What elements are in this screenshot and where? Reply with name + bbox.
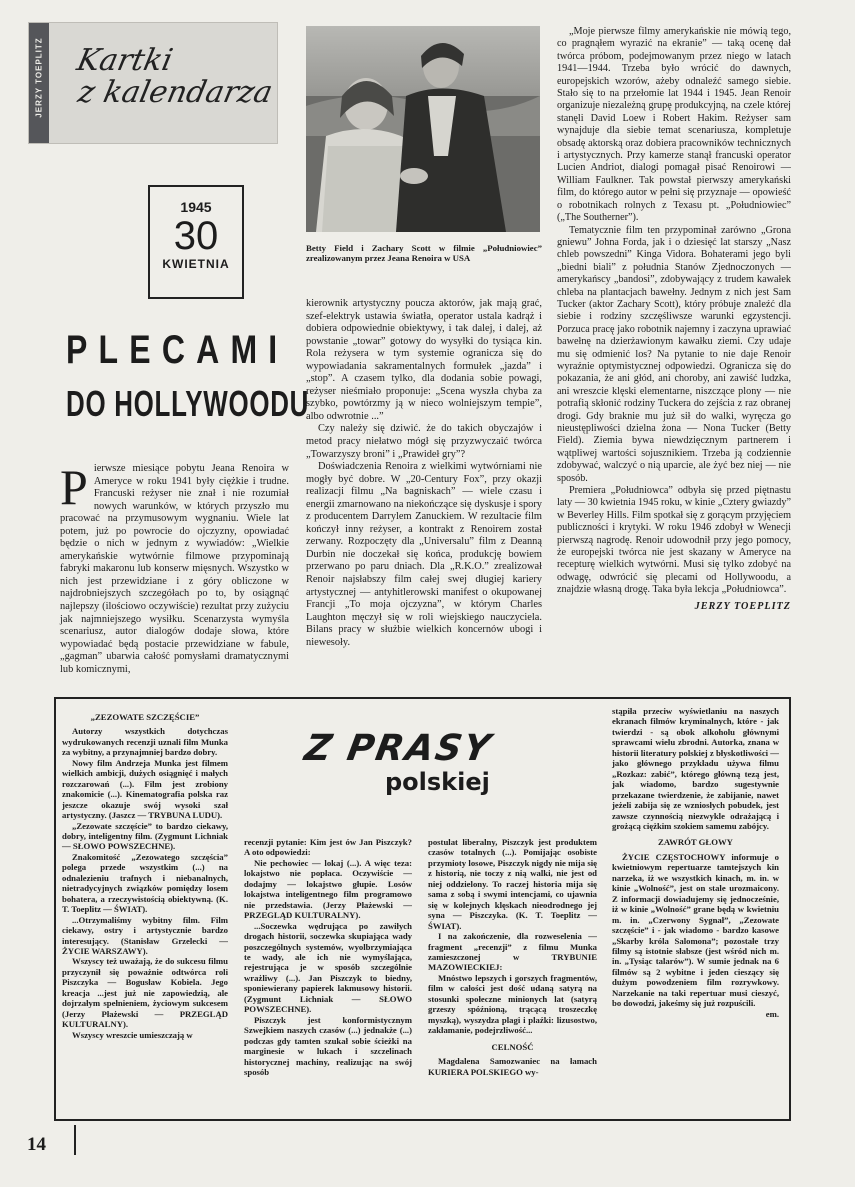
- press-signature: em.: [765, 1008, 779, 1019]
- film-still-illustration: [306, 26, 540, 232]
- press-column-2: recenzji pytanie: Kim jest ów Jan Piszczyk? A oto odpowiedzi: Nie pechowiec — lokaj (...). A więc teza: lokajstwo nie popłaca. Oczywiście — dodajmy — lokajstwo głupie. Losów lokajstwa inteligentnego film programowo nie przedstawia. (Jerzy Płażewski — PRZEGLĄD KULTURALNY). ...Soczewka wędrująca po zawiłych drogach historii, soczewka skupiająca wady poszczególnych systemów, wyolbrzymiająca te wady, ale ich nie wymyślająca, rejestrująca je w sposób szczególnie wrażliwy (...). Jan Piszczyk to biedny, sponiewierany papierek lakmusowy historii. (Zygmunt Lichniak — SŁOWO POWSZECHNE). Piszczyk jest konformistycznym Szwejkiem naszych czasów (...) jednakże (...) podczas gdy tamten szukał sobie ścieżki na marginesie w lukach i szczelinach historycznej machiny, realizując na swój sposób: [244, 837, 412, 1077]
- date-month: KWIETNIA: [162, 257, 230, 271]
- logo-line1: Z PRASY: [301, 728, 496, 769]
- press-column-4: stąpiła przeciw wyświetlaniu na naszych ekranach filmów kryminalnych, które - jak twierdzi - są obok alkoholu głównymi sprawcami wielu zbrodni. Autorka, znana w historii literatury polskiej z błyskotliwości — jako głównego przykładu używa filmu „Rozkaz: zabić”, którego główną tezą jest, jak wiadomo, bardzo sugestywnie przekazane twierdzenie, że zabijanie, nawet jeżeli zabija się ze wzniosłych pobudek, jest zawsze czynnością niezwykle odrażającą i grożącą ciężkim szokiem samemu zabójcy. ZAWRÓT GŁOWY ŻYCIE CZĘSTOCHOWY informuje o kwietniowym repertuarze tamtejszych kin narzeka, iż we wszystkich kinach, m. in. w kinie „Wolność”, jest on stale urozmaicony. Z informacji dowiadujemy się jednocześnie, iż w kinie „Wolność” grane będą w kwietniu m. in. „Czerwony Sygnał”, „Zezowate szczęście” i - jak wiadomo - bardzo kasowe „Skarby króla Salomona”; pozostałe trzy filmy są istotnie słabsze (jest wśród nich m. in. „Tysiąc talarów”). W sumie jednak na 6 filmów są 2 wybitne i jeden cieszący się dużym powodzeniem film rozrywkowy. Narzekanie na taki repertuar musi cieszyć, bo dowodzi, jakeśmy się już rozpuścili. em.: [612, 706, 779, 1019]
- article-column-2: [306, 298, 542, 649]
- article-paragraph: „Moje pierwsze filmy amerykańskie nie mówią tego, co pragnąłem wyrazić na ekranie” — taką ocenę dał twórca próbom, podejmowanym przez niego w latach 1941—1944. Trzeba było wrócić do dawnych, europejskich wzorów, ażeby odnaleźć samego siebie. Stało się to na przełomie lat 1944 i 1945. Jean Renoir organizuje niezależną grupę produkcyjną, na czele której stanęli David Loew i Robert Hakim. Reżyser sam wynajduje dla siebie temat scenariusza, kompletuje obsadę aktorską oraz dobiera pracowników technicznych i artystycznych. Przy kamerze stanął francuski operator Lucien Andriot, dialogi pomagał pisać Renoirowi — William Faulkner. Tak powstał pierwszy amerykański film, do którego autor w pełni się przyznaje — opowieść o robotnikach rolnych z Texasu pt. „Południowiec” („The Southerner”).: [557, 26, 791, 224]
- author-bar: [29, 23, 49, 143]
- press-section-heading: „ZEZOWATE SZCZĘŚCIE”: [90, 712, 200, 722]
- press-column-3: postulat liberalny, Piszczyk jest produktem czasów totalnych (...). Pomijając osobiste przymioty losowe, Piszczyk nigdy nie mija się z historią, nie toczy z nią walki, nie jest od niej oddzielony. To raczej historia mija się sama z sobą i swymi intencjami, co ujawnia się w kolejnych klęskach nieodrodnego jej syna — Piszczyka. (K. T. Toeplitz — ŚWIAT). I na zakończenie, dla rozweselenia — fragment „recenzji” z filmu Munka zamieszczonej w TRYBUNIE MAZOWIECKIEJ: Mnóstwo lepszych i gorszych fragmentów, film w całości jest dość udaną satyrą na stosunki społeczne minionych lat (satyrą grzeszy spóźnioną, trącącą troszeczkę myszką), wyszydza plagi i plaźki: lizusostwo, zakłamanie, podejrzliwość... CELNOŚĆ Magdalena Samozwaniec na łamach KURIERA POLSKIEGO wy-: [428, 837, 597, 1077]
- film-still-photo: [306, 26, 540, 232]
- logo-line2: polskiej: [385, 768, 490, 796]
- article-paragraph: Doświadczenia Renoira z wielkimi wytwórniami nie mogły być dobre. W „20-Century Fox”, przy okazji realizacji filmu „Na bagniskach” — wiele czasu i energii zmarnowano na niekończące się dyskusje i spory z producentem Darrylem Zanuckiem. W rezultacie film kończył inny reżyser, a kontrakt z Renoirem został zerwany. Rozpoczęty dla „Universalu” film z Deanną Durbin nie doczekał się końca, produkcję bowiem przerwano po paru dniach. Dla „R.K.O.” zrealizował Renoir najsłabszy film całej swej długiej kariery artystycznej — antyhitlerowski manifest o okupowanej Francji „To moja ojczyzna”, w którym Charles Laughton męczył się w roli wiejskiego nauczyciela. Bilans pracy w służbie wielkich koncernów ubogi i niewesoły.: [306, 461, 542, 648]
- drop-cap: P: [60, 459, 88, 515]
- article-column-1: [60, 459, 289, 676]
- page-number-rule: [74, 1125, 76, 1155]
- article-column-3: [557, 26, 791, 613]
- article-paragraph: Czy należy się dziwić. że do takich obyczajów i metod pracy niełatwo mógł się przyzwyczaić twórca „Towarzyszy broni” i „Prawideł gry”?: [306, 423, 542, 460]
- press-section-heading: CELNOŚĆ: [491, 1041, 534, 1052]
- page-number: 14: [27, 1134, 46, 1155]
- article-title-line2: DO HOLLYWOODU: [66, 383, 310, 424]
- article-paragraph: ierwsze miesiące pobytu Jeana Renoira w Ameryce w roku 1941 były ciężkie i trudne. Francuski reżyser nie znał i nie rozumiał nowych warunków, w których przyszło mu pracować na przymusowym wygnaniu. Wiele lat potem, już po powrocie do ojczyzny, opowiadać będzie o nich w jednym z wywiadów: „Wielkie amerykańskie wytwórnie filmowe przypominają fabryki makaronu lub konserw mięsnych. Wszystko w nich jest przewidziane i z góry obliczone w najdrobniejszych szczegółach po to, by osiągnąć najlepszy (ilościowo oczywiście) rezultat przy zużyciu jak najmniejszego wysiłku. Scenarzysta wymyśla scenariusz, autor dialogów dodaje słowa, które wypowiadać będą postacie przewidziane w fabule, „gagman” ubarwia całość pomysłami dramatycznymi lub komicznymi,: [60, 463, 289, 675]
- date-year: 1945: [180, 199, 212, 215]
- press-section-heading: ZAWRÓT GŁOWY: [658, 837, 733, 848]
- author-vertical-label: JERZY TOEPLITZ: [34, 37, 44, 118]
- article-paragraph: kierownik artystyczny poucza aktorów, jak mają grać, szef-elektryk ustawia światła, operator ustala kadrąż i dobiera odpowiednie obiektywy, i tak dalej, i dalej, aż powstanie „towar” gotowy do wysyłki do tysiąca kin. Rola reżysera w tym systemie ogranicza się do wypowiadania sakramentalnych formułek „jazda” i „stop”. A czasem tylko, dla dodania sobie powagi, reżyser nieśmiało proponuje: „Scena wyszła chyba za szybko, powtórzmy ją w nieco wolniejszym tempie”, albo odwrotnie ...”: [306, 298, 542, 422]
- photo-caption: Betty Field i Zachary Scott w filmie „Południowiec” zrealizowanym przez Jeana Renoira w USA: [306, 243, 542, 263]
- article-signature: JERZY TOEPLITZ: [694, 600, 791, 612]
- date-day: 30: [173, 214, 219, 258]
- column-header: [28, 22, 278, 144]
- article-paragraph: Premiera „Południowca” odbyła się przed piętnastu laty — 30 kwietnia 1945 roku, w kinie „Cztery gwiazdy” w Beverley Hills. Film spotkał się z gorącym przyjęciem publiczności i krytyki. W roku 1946 zdobył w Wenecji pierwszą nagrodę. Renoir udowodnił przy jego pomocy, że europejski twórca nie jest skazany w Ameryce na recepturę wielkich wytwórni. Musi się tylko zdobyć na odwagę, odwrócić się plecami od Hollywoodu, a znajdzie własną drogę. Taka była lekcja „Południowca”.: [557, 485, 791, 596]
- date-box: [148, 185, 244, 299]
- article-paragraph: Tematycznie film ten przypominał zarówno „Grona gniewu” Johna Forda, jak i o dziesięć lat starszy „Nasz chleb powszedni” Kinga Vidora. Bohaterami jego byli „biedni biali” z południa Stanów Zjednoczonych — amerykańscy „bandosi”, zdobywający z trudem kawałek chleba na plantacjach bawełny. Jednym z nich jest Sam Tucker (aktor Zachary Scott), który próbuje znaleźć dla siebie i rodziny szczęśliwsze warunki egzystencji. Porzuca pracę jako robotnik najemny i zaczyna uprawiać bawełnę na dzierżawionym kawałku ziemi. Czy udaje mu się odmienić los? Na pytanie to nie daje Renoir wyraźnie optymistycznej odpowiedzi. Ogranicza się do pokazania, że ani głód, ani choroby, ani zawiść ludzka, ani wreszcie klęski elementarne, niszczące plony — nie potrafią skłonić rodziny Tuckera do zejścia z raz obranej drogi. Gdy braknie mu już sił do walki, wyręcza go nieustępliwości dzielna żona — Nona Tucker (Betty Field). Ziemia bywa niewdzięcznym partnerem i wątpliwej wartości sojusznikiem. Trzeba ją codziennie zdobywać, walczyć o nią uparcie, ale żyć bez niej — nie sposób.: [557, 224, 791, 484]
- article-title-line1: PLECAMI: [66, 328, 289, 372]
- series-title: Kartki z kalendarza: [73, 43, 276, 110]
- press-column-1: „ZEZOWATE SZCZĘŚCIE” Autorzy wszystkich dotychczas wydrukowanych recenzji uznali film Munka za wybitny, a przynajmniej bardzo dobry. Nowy film Andrzeja Munka jest filmem wielkich ambicji, dużych osiągnięć i małych rozczarowań (...). Film jest zrobiony znakomicie (...). Kinematografia polska raz jeszcze okazuje swój wysoki szał artystyczny. (Jaszcz — TRYBUNA LUDU). „Zezowate szczęście” to bardzo ciekawy, dobry, inteligentny film. (Zygmunt Lichniak — SŁOWO POWSZECHNE). Znakomitość „Zezowatego szczęścia” polega przede wszystkim (...) na odnalezieniu trafnych i niebanalnych, nietradycyjnych związków pomiędzy losem bohatera, a rzeczywistością obiektywną. (K. T. Toeplitz — ŚWIAT). ...Otrzymaliśmy wybitny film. Film ciekawy, ostry i artystycznie bardzo interesujący. (Stanisław Grzelecki — ŻYCIE WARSZAWY). Wszyscy też uważają, że do sukcesu filmu przyczynił się poważnie odtwórca roli Piszczyka — Bogusław Kobiela. Jego kreacja ...jest już nie zapowiedzią, ale dojrzałym spełnieniem, życiowym sukcesem (Jerzy Płażewski — PRZEGLĄD KULTURALNY). Wszyscy wreszcie umieszczają w: [62, 712, 228, 1040]
- press-review-logo: [301, 720, 535, 810]
